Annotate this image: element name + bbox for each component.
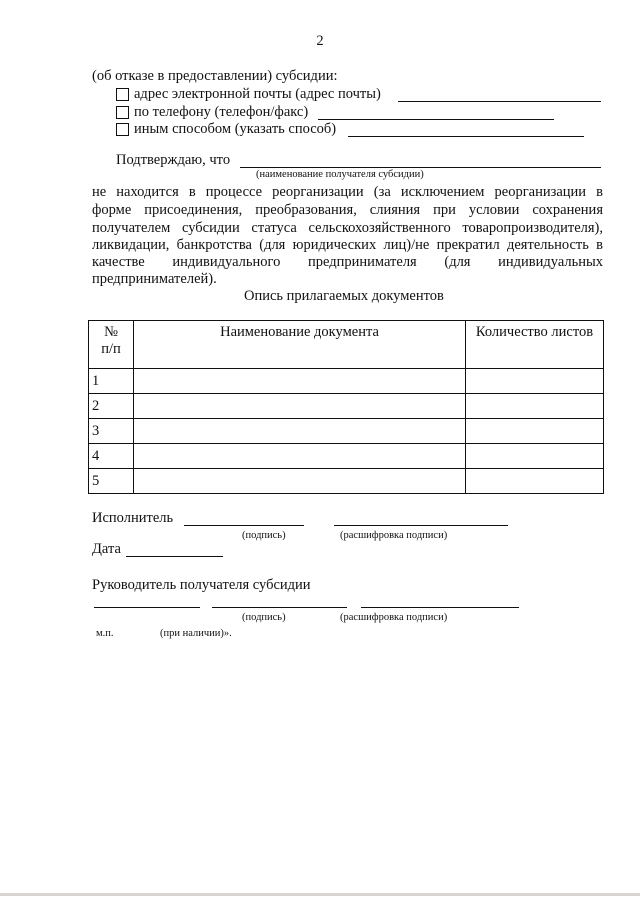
paragraph-line-3: получателем субсидии статуса сельскохозяйственного товаропроизводителя), bbox=[92, 220, 603, 236]
head-line-1[interactable] bbox=[94, 607, 200, 608]
row-sheets-cell[interactable] bbox=[466, 444, 604, 469]
executor-decode-caption: (расшифровка подписи) bbox=[340, 530, 448, 541]
option-other-label: иным способом (указать способ) bbox=[134, 121, 337, 137]
table-row bbox=[89, 394, 604, 419]
head-decode-line[interactable] bbox=[361, 607, 519, 608]
row-document-cell[interactable] bbox=[134, 444, 466, 469]
row-sheets-cell[interactable] bbox=[466, 419, 604, 444]
inventory-table bbox=[88, 320, 604, 494]
header-document-name: Наименование документа bbox=[134, 321, 466, 369]
paragraph-line-5: качестве индивидуального предпринимателя (для индивидуальных bbox=[92, 254, 603, 270]
seal-label: м.п. bbox=[96, 628, 114, 639]
row-number: 3 bbox=[89, 419, 134, 444]
row-sheets-cell[interactable] bbox=[466, 469, 604, 494]
checkbox-phone[interactable] bbox=[116, 106, 129, 119]
row-document-cell[interactable] bbox=[134, 469, 466, 494]
option-email-line bbox=[398, 101, 601, 102]
executor-signature-line[interactable] bbox=[184, 525, 304, 526]
header-number: № п/п bbox=[89, 321, 134, 369]
date-line[interactable] bbox=[126, 556, 223, 557]
row-document-cell[interactable] bbox=[134, 369, 466, 394]
confirm-label: Подтверждаю, что bbox=[116, 152, 231, 168]
row-sheets-cell[interactable] bbox=[466, 369, 604, 394]
header-sheet-count: Количество листов bbox=[466, 321, 604, 369]
head-signature-line[interactable] bbox=[212, 607, 347, 608]
executor-signature-caption: (подпись) bbox=[242, 530, 286, 541]
option-phone-line bbox=[318, 119, 554, 120]
paragraph-line-2: форме присоединения, преобразования, слияния при условии сохранения bbox=[92, 202, 603, 218]
paragraph-line-4: ликвидации, банкротства (для юридических лиц)/не прекратил деятельность в bbox=[92, 237, 603, 253]
date-label: Дата bbox=[92, 541, 121, 557]
seal-note: (при наличии)». bbox=[160, 628, 232, 639]
table-row bbox=[89, 444, 604, 469]
checkbox-email[interactable] bbox=[116, 88, 129, 101]
paragraph-line-6: предпринимателей). bbox=[92, 271, 217, 287]
executor-label: Исполнитель bbox=[92, 510, 174, 526]
row-number: 2 bbox=[89, 394, 134, 419]
executor-decode-line[interactable] bbox=[334, 525, 508, 526]
row-number: 5 bbox=[89, 469, 134, 494]
checkbox-other[interactable] bbox=[116, 123, 129, 136]
confirm-caption: (наименование получателя субсидии) bbox=[256, 169, 424, 180]
head-signature-caption: (подпись) bbox=[242, 612, 286, 623]
row-number: 4 bbox=[89, 444, 134, 469]
option-phone-label: по телефону (телефон/факс) bbox=[134, 104, 309, 120]
row-number: 1 bbox=[89, 369, 134, 394]
row-sheets-cell[interactable] bbox=[466, 394, 604, 419]
table-row bbox=[89, 419, 604, 444]
intro-line: (об отказе в предоставлении) субсидии: bbox=[92, 68, 338, 84]
table-row bbox=[89, 469, 604, 494]
option-other-line bbox=[348, 136, 584, 137]
page-number: 2 bbox=[316, 33, 324, 49]
option-email-label: адрес электронной почты (адрес почты) bbox=[134, 86, 381, 102]
row-document-cell[interactable] bbox=[134, 394, 466, 419]
paragraph-line-1: не находится в процессе реорганизации (за исключением реорганизации в bbox=[92, 184, 603, 200]
scan-edge bbox=[0, 893, 640, 896]
confirm-line[interactable] bbox=[240, 167, 601, 168]
inventory-title: Опись прилагаемых документов bbox=[244, 288, 444, 304]
table-header-row bbox=[89, 321, 604, 369]
head-decode-caption: (расшифровка подписи) bbox=[340, 612, 448, 623]
table-row bbox=[89, 369, 604, 394]
head-label: Руководитель получателя субсидии bbox=[92, 577, 311, 593]
row-document-cell[interactable] bbox=[134, 419, 466, 444]
